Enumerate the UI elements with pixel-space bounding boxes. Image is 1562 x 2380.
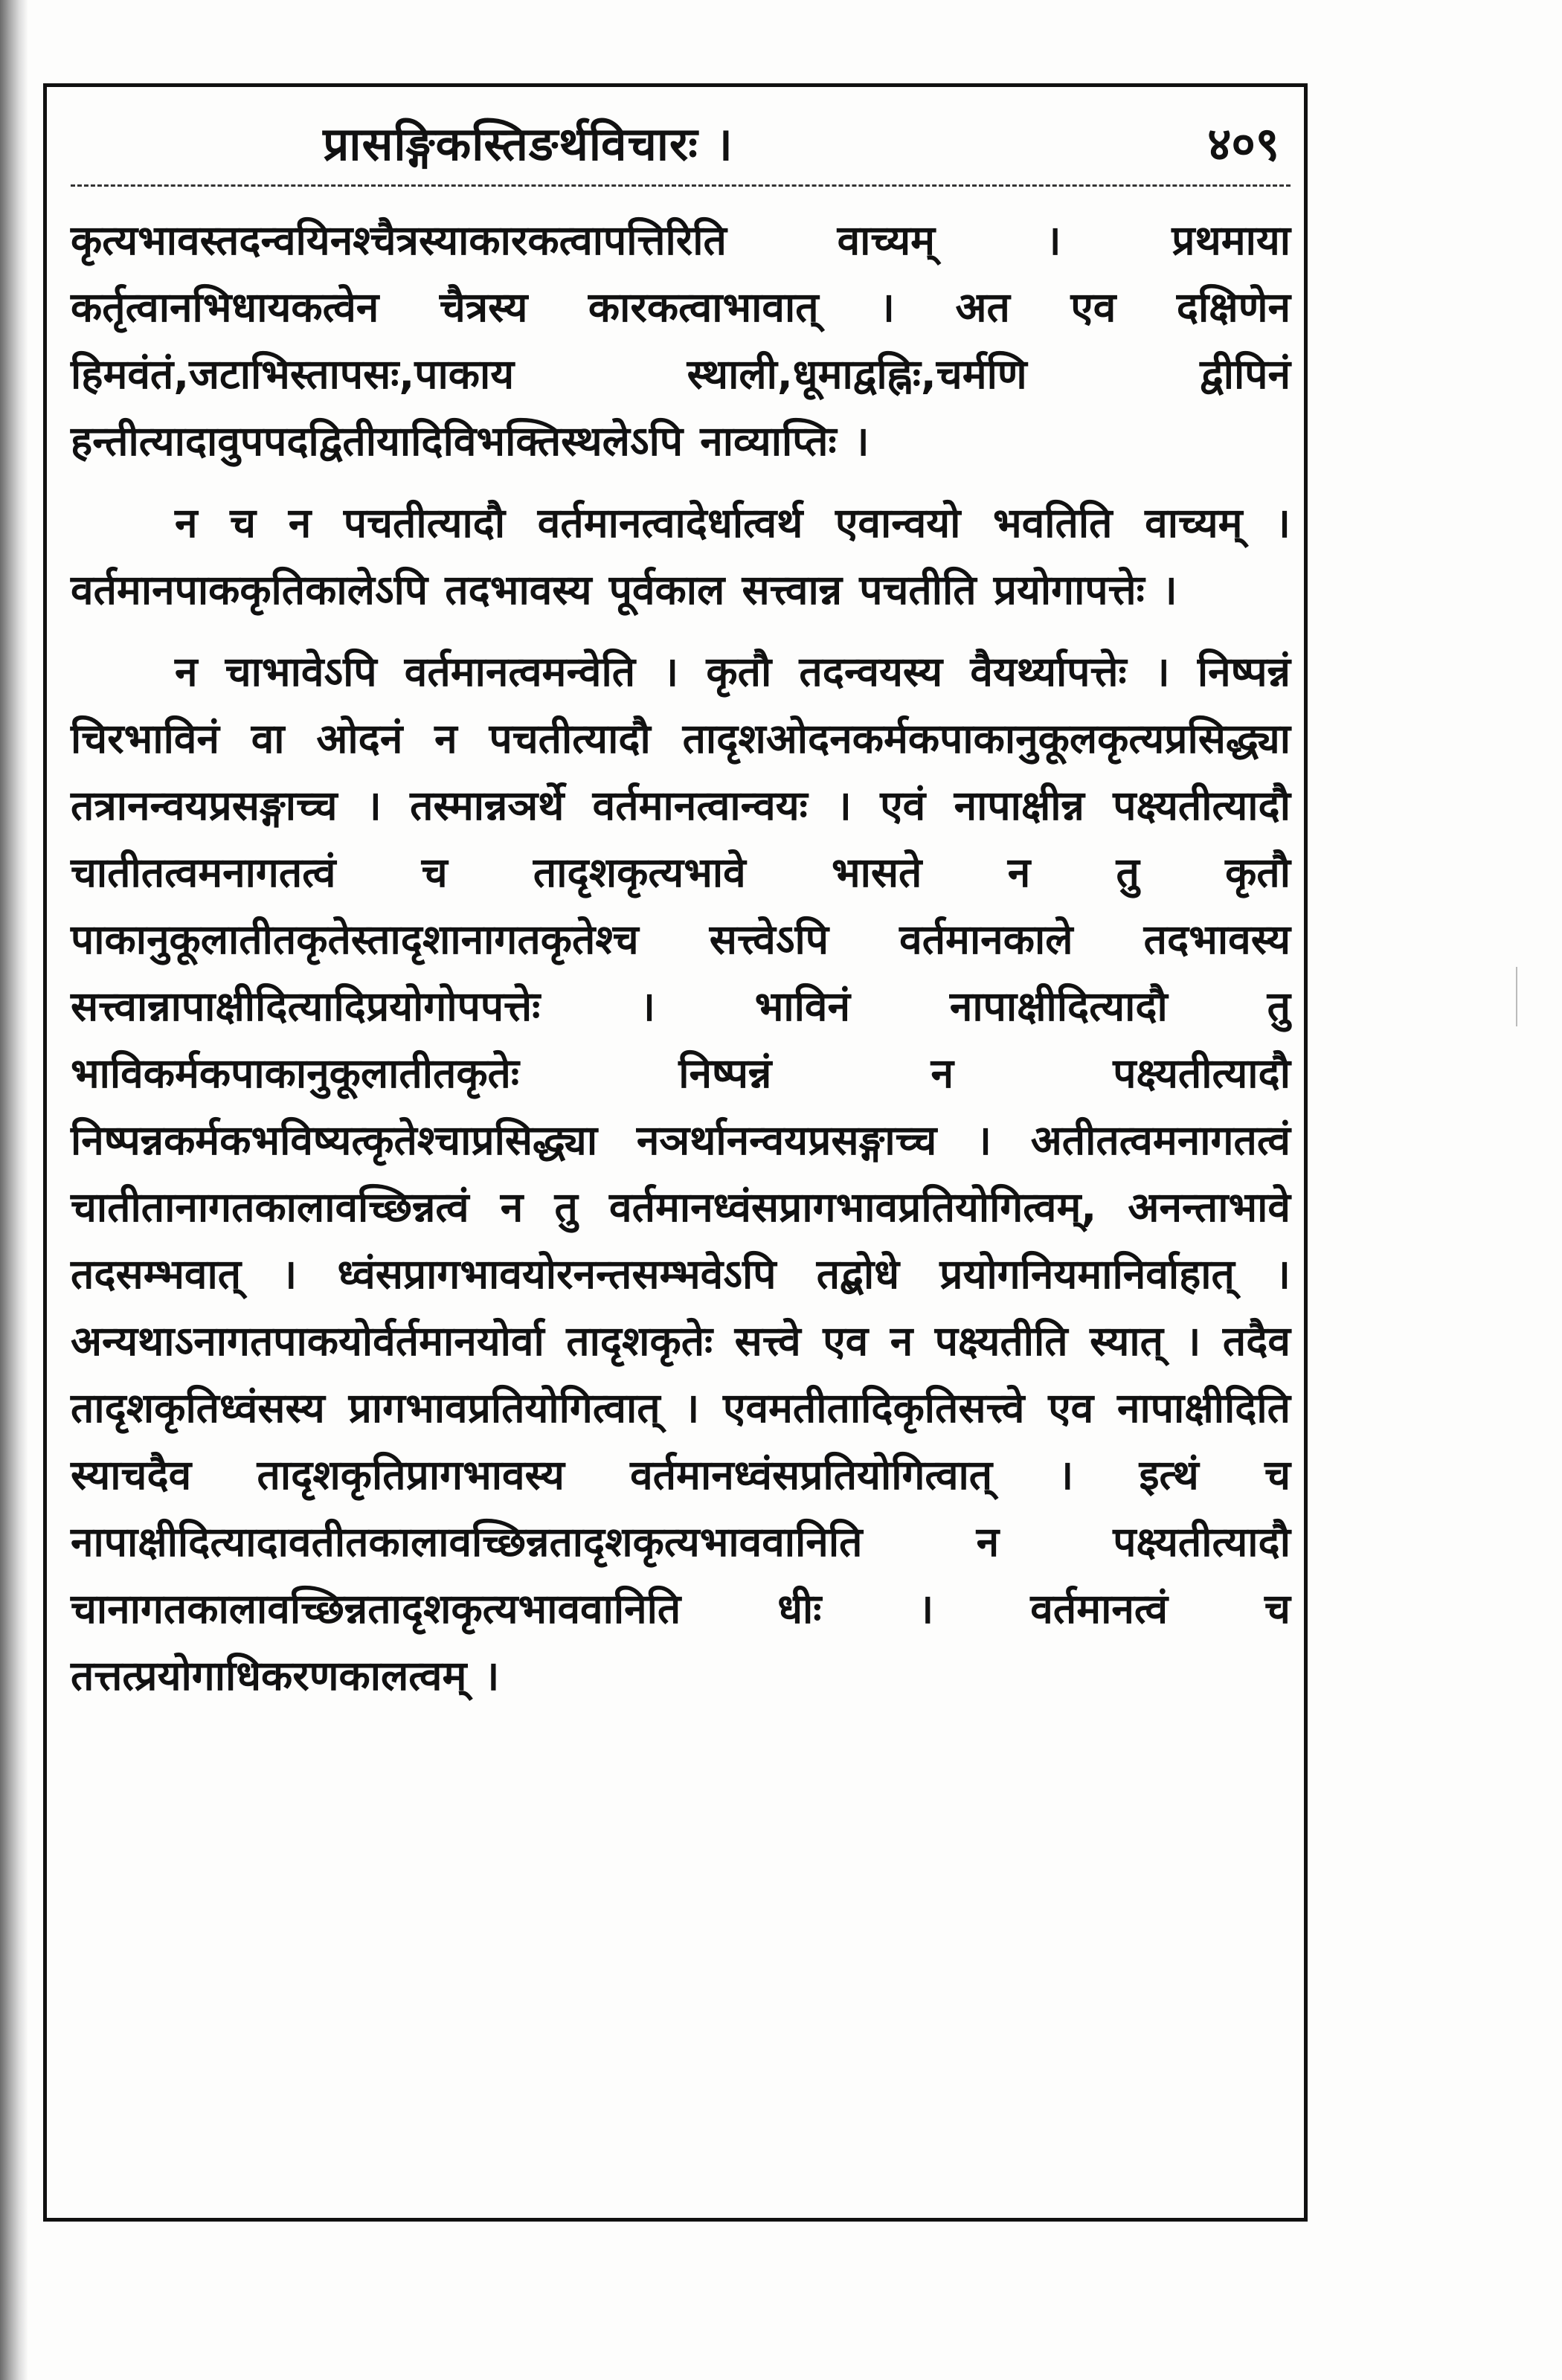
margin-mark — [1516, 967, 1517, 1026]
page-number: ४०९ — [1207, 117, 1279, 171]
scan-edge-shadow — [0, 0, 28, 2380]
paragraph-3: न चाभावेऽपि वर्तमानत्वमन्वेति । कृतौ तदन्वयस्य वैयर्थ्यापत्तेः । निष्पन्नं चिरभाविनं वा ओदनं न पचतीत्यादौ तादृशओदनकर्मकपाकानुकूलकृत्यप्रसिद्ध्या तत्रानन्वयप्रसङ्गाच्च । तस्मान्नञर्थे वर्तमानत्वान्वयः । एवं नापाक्षीन्न पक्ष्यतीत्यादौ चातीतत्वमनागतत्वं च तादृशकृत्यभावे भासते न तु कृतौ पाकानुकूलातीतकृतेस्तादृशानागतकृतेश्च सत्त्वेऽपि वर्तमानकाले तदभावस्य सत्त्वान्नापाक्षीदित्यादिप्रयोगोपपत्तेः । भाविनं नापाक्षीदित्यादौ तु भाविकर्मकपाकानुकूलातीतकृतेः निष्पन्नं न पक्ष्यतीत्यादौ निष्पन्नकर्मकभविष्यत्कृतेश्चाप्रसिद्ध्या नञर्थानन्वयप्रसङ्गाच्च । अतीतत्वमनागतत्वं चातीतानागतकालावच्छिन्नत्वं न तु वर्तमानध्वंसप्रागभावप्रतियोगित्वम्, अनन्ताभावे तदसम्भवात् । ध्वंसप्रागभावयोरनन्तसम्भवेऽपि तद्बोधे प्रयोगनियमानिर्वाहात् । अन्यथाऽनागतपाकयोर्वर्तमानयोर्वा तादृशकृतेः सत्त्वे एव न पक्ष्यतीति स्यात् । तदैव तादृशकृतिध्वंसस्य प्रागभावप्रतियोगित्वात् । एवमतीतादिकृतिसत्त्वे एव नापाक्षीदिति स्याचदैव तादृशकृतिप्रागभावस्य वर्तमानध्वंसप्रतियोगित्वात् । इत्थं च नापाक्षीदित्यादावतीतकालावच्छिन्नतादृशकृत्यभाववानिति न पक्ष्यतीत्यादौ चानागतकालावच्छिन्नतादृशकृत्यभाववानिति धीः । वर्तमानत्वं च तत्तत्प्रयोगाधिकरणकालत्वम् । — [71, 648, 1291, 1699]
header-divider — [71, 184, 1291, 187]
paragraph-2: न च न पचतीत्यादौ वर्तमानत्वादेर्धात्वर्थ एवान्वयो भवतिति वाच्यम् । वर्तमानपाककृतिकालेऽपि तदभावस्य पूर्वकाल सत्त्वान्न पचतीति प्रयोगापत्तेः । — [71, 499, 1291, 614]
running-header — [82, 104, 1287, 178]
main-text-block — [71, 207, 1291, 1724]
page-title: प्रासङ्गिकस्तिङर्थविचारः । — [323, 117, 733, 171]
paragraph-1: कृत्यभावस्तदन्वयिनश्चैत्रस्याकारकत्वापत्तिरिति वाच्यम् । प्रथमाया कर्तृत्वानभिधायकत्वेन चैत्रस्य कारकत्वाभावात् । अत एव दक्षिणेन हिमवंतं,जटाभिस्तापसः,पाकाय स्थाली,धूमाद्वह्निः,चर्मणि द्वीपिनं हन्तीत्यादावुपपदद्वितीयादिविभक्तिस्थलेऽपि नाव्याप्तिः । — [71, 216, 1291, 465]
